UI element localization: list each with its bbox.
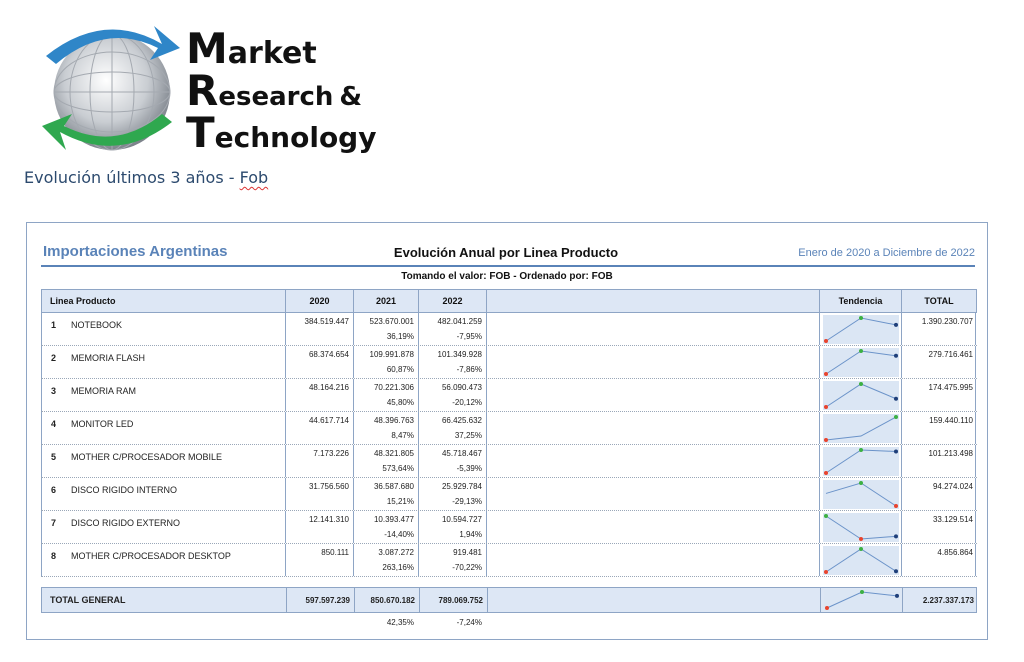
value-2022: 45.718.467 <box>441 449 482 458</box>
sparkline-point <box>894 397 898 401</box>
sparkline-path <box>826 384 896 407</box>
report-title: Evolución Anual por Linea Producto <box>393 245 619 260</box>
pct-2022: -7,86% <box>456 365 482 374</box>
sparkline-point <box>859 481 863 485</box>
value-2020: 44.617.714 <box>308 416 349 425</box>
value-2020: 850.111 <box>321 548 349 557</box>
row-total: 101.213.498 <box>928 449 973 458</box>
row-number: 5 <box>51 452 57 462</box>
total-grand: 2.237.337.173 <box>922 596 974 605</box>
sparkline-path <box>826 549 896 572</box>
document-subtitle: Evolución últimos 3 años - Fob <box>24 168 269 187</box>
row-number: 1 <box>51 320 57 330</box>
sparkline-path <box>826 516 896 539</box>
value-2021: 48.396.763 <box>373 416 414 425</box>
value-2020: 31.756.560 <box>308 482 349 491</box>
product-name: MOTHER C/PROCESADOR DESKTOP <box>71 551 231 561</box>
product-name: MONITOR LED <box>71 419 134 429</box>
table-row <box>41 346 977 379</box>
sparkline-point <box>859 349 863 353</box>
value-2020: 12.141.310 <box>308 515 349 524</box>
sparkline-point <box>824 405 828 409</box>
value-2020: 7.173.226 <box>313 449 349 458</box>
value-2021: 3.087.272 <box>378 548 414 557</box>
value-2020: 68.374.654 <box>308 350 349 359</box>
col-header-name: Linea Producto <box>42 290 286 312</box>
col-header-2022: 2022 <box>419 290 487 312</box>
sparkline-point <box>894 504 898 508</box>
subtitle-fob: Fob <box>239 168 269 187</box>
row-total: 33.129.514 <box>932 515 973 524</box>
product-name: DISCO RIGIDO INTERNO <box>71 485 178 495</box>
trend-sparkline <box>823 315 899 344</box>
sparkline-point <box>859 316 863 320</box>
pct-2022: -29,13% <box>452 497 482 506</box>
pct-2022: 1,94% <box>459 530 482 539</box>
sparkline-point <box>825 606 829 610</box>
row-number: 3 <box>51 386 57 396</box>
product-name: MEMORIA RAM <box>71 386 137 396</box>
total-2021: 850.670.182 <box>370 596 415 605</box>
pct-2021: -14,40% <box>384 530 414 539</box>
value-2021: 109.991.878 <box>369 350 414 359</box>
sparkline-point <box>859 382 863 386</box>
table-row <box>41 313 977 346</box>
trend-sparkline <box>823 381 899 410</box>
total-2020: 597.597.239 <box>305 596 350 605</box>
sparkline-point <box>894 415 898 419</box>
sparkline-point <box>824 372 828 376</box>
row-total: 4.856.864 <box>937 548 973 557</box>
sparkline-path <box>826 450 896 473</box>
row-number: 4 <box>51 419 57 429</box>
sparkline-path <box>826 318 896 341</box>
sparkline-path <box>827 592 897 608</box>
value-2021: 36.587.680 <box>373 482 414 491</box>
table-row <box>41 511 977 544</box>
table-row <box>41 544 977 577</box>
pct-2022: -70,22% <box>452 563 482 572</box>
sparkline-point <box>894 323 898 327</box>
report-panel <box>26 222 988 640</box>
sparkline-path <box>826 417 896 440</box>
report-date-range: Enero de 2020 a Diciembre de 2022 <box>798 247 975 259</box>
value-2022: 66.425.632 <box>441 416 482 425</box>
sparkline-point <box>894 449 898 453</box>
sparkline-point <box>824 438 828 442</box>
total-sparkline <box>824 589 900 611</box>
table-header <box>41 289 977 313</box>
total-row <box>41 587 977 613</box>
value-2022: 101.349.928 <box>437 350 482 359</box>
sparkline-point <box>824 570 828 574</box>
value-2020: 48.164.216 <box>308 383 349 392</box>
sparkline-point <box>859 448 863 452</box>
sparkline-path <box>826 351 896 374</box>
pct-2021: 60,87% <box>386 365 414 374</box>
sparkline-point <box>895 594 899 598</box>
row-number: 6 <box>51 485 57 495</box>
sparkline-path <box>826 483 896 506</box>
trend-sparkline <box>823 447 899 476</box>
col-header-2021: 2021 <box>354 290 419 312</box>
pct-2021: 15,21% <box>386 497 414 506</box>
total-pct-2021: 42,35% <box>386 618 414 627</box>
trend-sparkline <box>823 480 899 509</box>
total-2022: 789.069.752 <box>438 596 483 605</box>
sparkline-point <box>824 514 828 518</box>
sparkline-point <box>894 354 898 358</box>
product-name: NOTEBOOK <box>71 320 123 330</box>
row-total: 159.440.110 <box>929 416 973 425</box>
pct-2022: -5,39% <box>456 464 482 473</box>
pct-2022: -7,95% <box>456 332 482 341</box>
total-label: TOTAL GENERAL <box>50 595 126 605</box>
sparkline-point <box>859 547 863 551</box>
report-subheader: Tomando el valor: FOB - Ordenado por: FOB <box>401 271 613 282</box>
row-number: 8 <box>51 551 57 561</box>
table-row <box>41 478 977 511</box>
value-2022: 10.594.727 <box>441 515 482 524</box>
value-2022: 482.041.259 <box>437 317 482 326</box>
row-total: 279.716.461 <box>928 350 973 359</box>
value-2020: 384.519.447 <box>304 317 349 326</box>
table-row <box>41 445 977 478</box>
globe-arrows-icon <box>34 14 184 160</box>
trend-sparkline <box>823 348 899 377</box>
table-row <box>41 379 977 412</box>
col-header-trend: Tendencia <box>820 290 902 312</box>
sparkline-point <box>894 569 898 573</box>
table-body <box>41 313 977 577</box>
pct-2022: 37,25% <box>454 431 482 440</box>
product-table <box>41 289 977 631</box>
col-header-2020: 2020 <box>286 290 354 312</box>
col-header-blank <box>487 290 820 312</box>
trend-sparkline <box>823 414 899 443</box>
company-logo <box>34 14 377 160</box>
pct-2021: 45,80% <box>386 398 414 407</box>
value-2021: 70.221.306 <box>373 383 414 392</box>
row-number: 7 <box>51 518 57 528</box>
row-number: 2 <box>51 353 57 363</box>
value-2021: 523.670.001 <box>369 317 414 326</box>
sparkline-point <box>824 339 828 343</box>
report-left-title: Importaciones Argentinas <box>43 243 228 260</box>
col-header-total: TOTAL <box>924 296 954 306</box>
value-2022: 56.090.473 <box>441 383 482 392</box>
product-name: MOTHER C/PROCESADOR MOBILE <box>71 452 223 462</box>
row-total: 1.390.230.707 <box>921 317 973 326</box>
pct-2021: 263,16% <box>382 563 414 572</box>
sparkline-point <box>824 471 828 475</box>
sparkline-point <box>894 534 898 538</box>
table-row <box>41 412 977 445</box>
pct-2021: 36,19% <box>386 332 414 341</box>
pct-2021: 8,47% <box>391 431 414 440</box>
value-2021: 10.393.477 <box>373 515 414 524</box>
value-2022: 919.481 <box>453 548 482 557</box>
pct-2022: -20,12% <box>452 398 482 407</box>
sparkline-point <box>860 590 864 594</box>
total-pct-row <box>41 613 977 631</box>
trend-sparkline <box>823 513 899 542</box>
trend-sparkline <box>823 546 899 575</box>
product-name: DISCO RIGIDO EXTERNO <box>71 518 181 528</box>
value-2022: 25.929.784 <box>441 482 482 491</box>
total-pct-2022: -7,24% <box>456 618 482 627</box>
sparkline-point <box>859 537 863 541</box>
value-2021: 48.321.805 <box>373 449 414 458</box>
logo-wordmark: M arket R esearch & T echnology <box>186 24 377 157</box>
product-name: MEMORIA FLASH <box>71 353 146 363</box>
row-total: 174.475.995 <box>928 383 973 392</box>
pct-2021: 573,64% <box>382 464 414 473</box>
title-rule <box>41 265 975 267</box>
row-total: 94.274.024 <box>932 482 973 491</box>
